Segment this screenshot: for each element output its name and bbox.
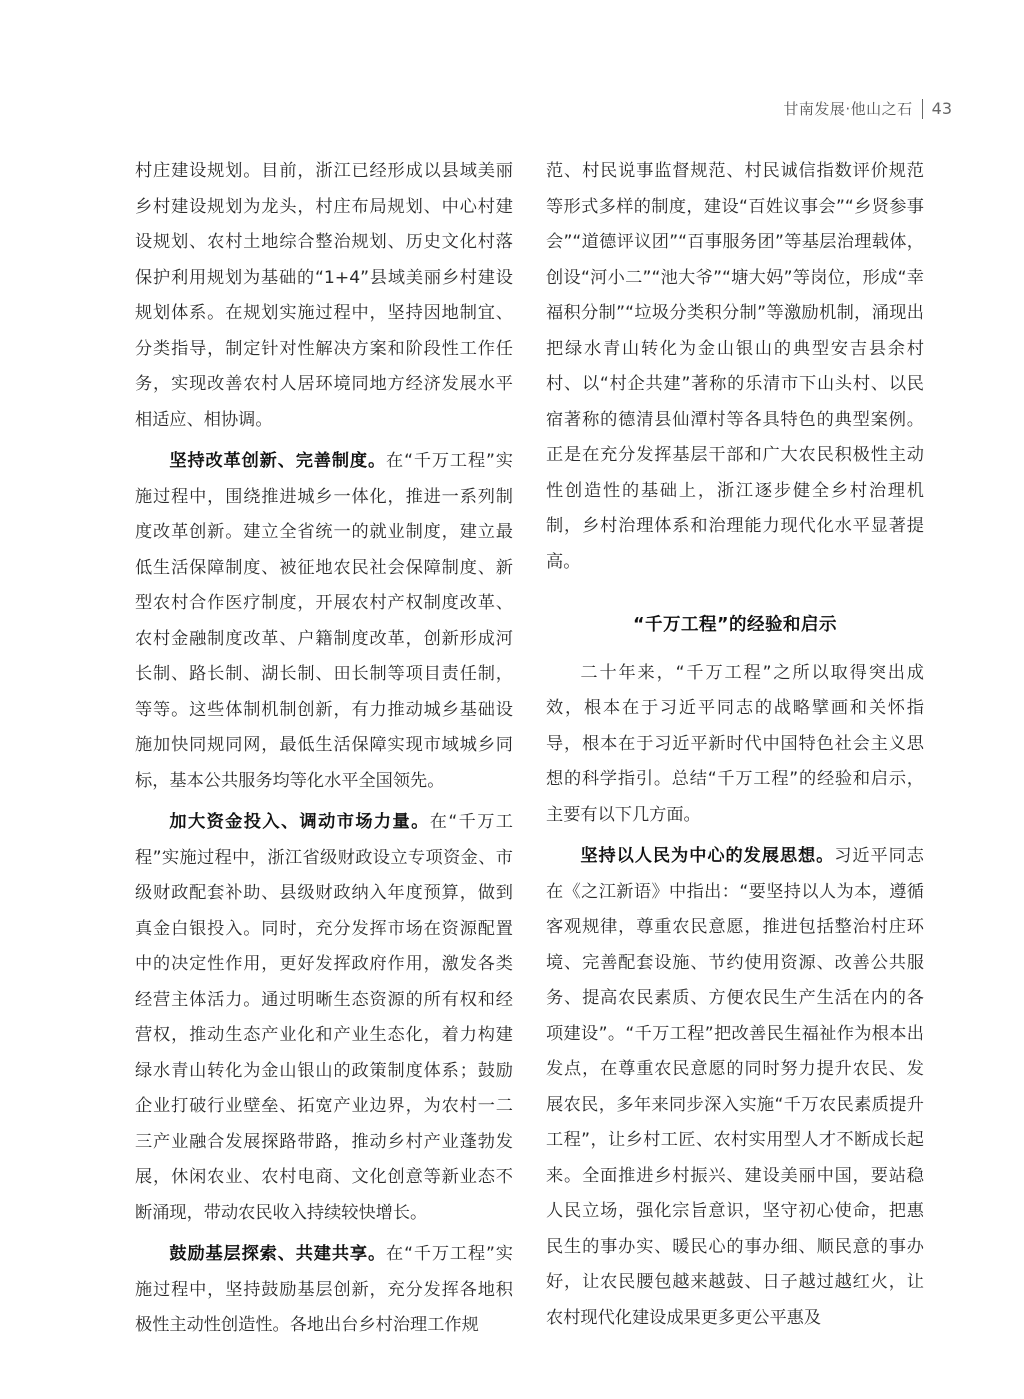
paragraph <box>135 1237 513 1344</box>
running-header <box>783 98 952 119</box>
paragraph: 村庄建设规划。目前，浙江已经形成以县域美丽乡村建设规划为龙头，村庄布局规划、中心村建设规划、农村土地综合整治规划、历史文化村落保护利用规划为基础的“1+4”县域美丽乡村建设规划体系。在规划实施过程中，坚持因地制宜、分类指导，制定针对性解决方案和阶段性工作任务，实现改善农村人居环境同地方经济发展水平相适应、相协调。 <box>135 161 513 430</box>
paragraph <box>135 444 513 799</box>
paragraph-lead: 鼓励基层探索、共建共享。 <box>169 1244 387 1264</box>
page-number: 43 <box>931 99 952 118</box>
section-title: 甘南发展·他山之石 <box>783 100 913 118</box>
header-divider <box>922 99 923 119</box>
paragraph-lead: 加大资金投入、调动市场力量。 <box>169 812 430 832</box>
section-heading: “千万工程”的经验和启示 <box>632 615 837 635</box>
paragraph: 二十年来，“千万工程”之所以取得突出成效，根本在于习近平同志的战略擘画和关怀指导，根本在于习近平新时代中国特色社会主义思想的科学指引。总结“千万工程”的经验和启示，主要有以下几方面。 <box>546 662 924 825</box>
paragraph: 范、村民说事监督规范、村民诚信指数评价规范等形式多样的制度，建设“百姓议事会”“乡贤参事会”“道德评议团”“百事服务团”等基层治理载体，创设“河小二”“池大爷”“塘大妈”等岗位，形成“幸福积分制”“垃圾分类积分制”等激励机制，涌现出把绿水青山转化为金山银山的典型安吉县余村村、以“村企共建”著称的乐清市下山头村、以民宿著称的德清县仙潭村等各具特色的典型案例。正是在充分发挥基层干部和广大农民积极性主动性创造性的基础上，浙江逐步健全乡村治理机制，乡村治理体系和治理能力现代化水平显著提高。 <box>546 161 924 572</box>
paragraph-body: 在“千万工程”实施过程中，坚持鼓励基层创新，充分发挥各地积极性主动性创造性。各地出台乡村治理工作规 <box>135 1244 513 1335</box>
left-column <box>135 154 513 1344</box>
paragraph-body: 在“千万工程”实施过程中，浙江省级财政设立专项资金、市级财政配套补助、县级财政纳入年度预算，做到真金白银投入。同时，充分发挥市场在资源配置中的决定性作用，更好发挥政府作用，激发各类经营主体活力。通过明晰生态资源的所有权和经营权，推动生态产业化和产业生态化，着力构建绿水青山转化为金山银山的政策制度体系；鼓励企业打破行业壁垒、拓宽产业边界，为农村一二三产业融合发展探路带路，推动乡村产业蓬勃发展，休闲农业、农村电商、文化创意等新业态不断涌现，带动农民收入持续较快增长。 <box>135 812 513 1223</box>
paragraph-lead: 坚持改革创新、完善制度。 <box>169 451 387 471</box>
right-column <box>546 154 924 1336</box>
paragraph-lead: 坚持以人民为中心的发展思想。 <box>580 846 835 866</box>
paragraph-body: 习近平同志在《之江新语》中指出：“要坚持以人为本，遵循客观规律，尊重农民意愿，推进包括整治村庄环境、完善配套设施、节约使用资源、改善公共服务、提高农民素质、方便农民生产生活在内的各项建设”。“千万工程”把改善民生福祉作为根本出发点，在尊重农民意愿的同时努力提升农民、发展农民，多年来同步深入实施“千万农民素质提升工程”，让乡村工匠、农村实用型人才不断成长起来。全面推进乡村振兴、建设美丽中国，要站稳人民立场，强化宗旨意识，坚守初心使命，把惠民生的事办实、暖民心的事办细、顺民意的事办好，让农民腰包越来越鼓、日子越过越红火，让农村现代化建设成果更多更公平惠及 <box>546 846 924 1328</box>
paragraph <box>546 839 924 1336</box>
paragraph-body: 在“千万工程”实施过程中，围绕推进城乡一体化，推进一系列制度改革创新。建立全省统一的就业制度，建立最低生活保障制度、被征地农民社会保障制度、新型农村合作医疗制度，开展农村产权制度改革、农村金融制度改革、户籍制度改革，创新形成河长制、路长制、湖长制、田长制等项目责任制，等等。这些体制机制创新，有力推动城乡基础设施加快同规同网，最低生活保障实现市域城乡同标，基本公共服务均等化水平全国领先。 <box>135 451 513 791</box>
paragraph <box>135 805 513 1231</box>
